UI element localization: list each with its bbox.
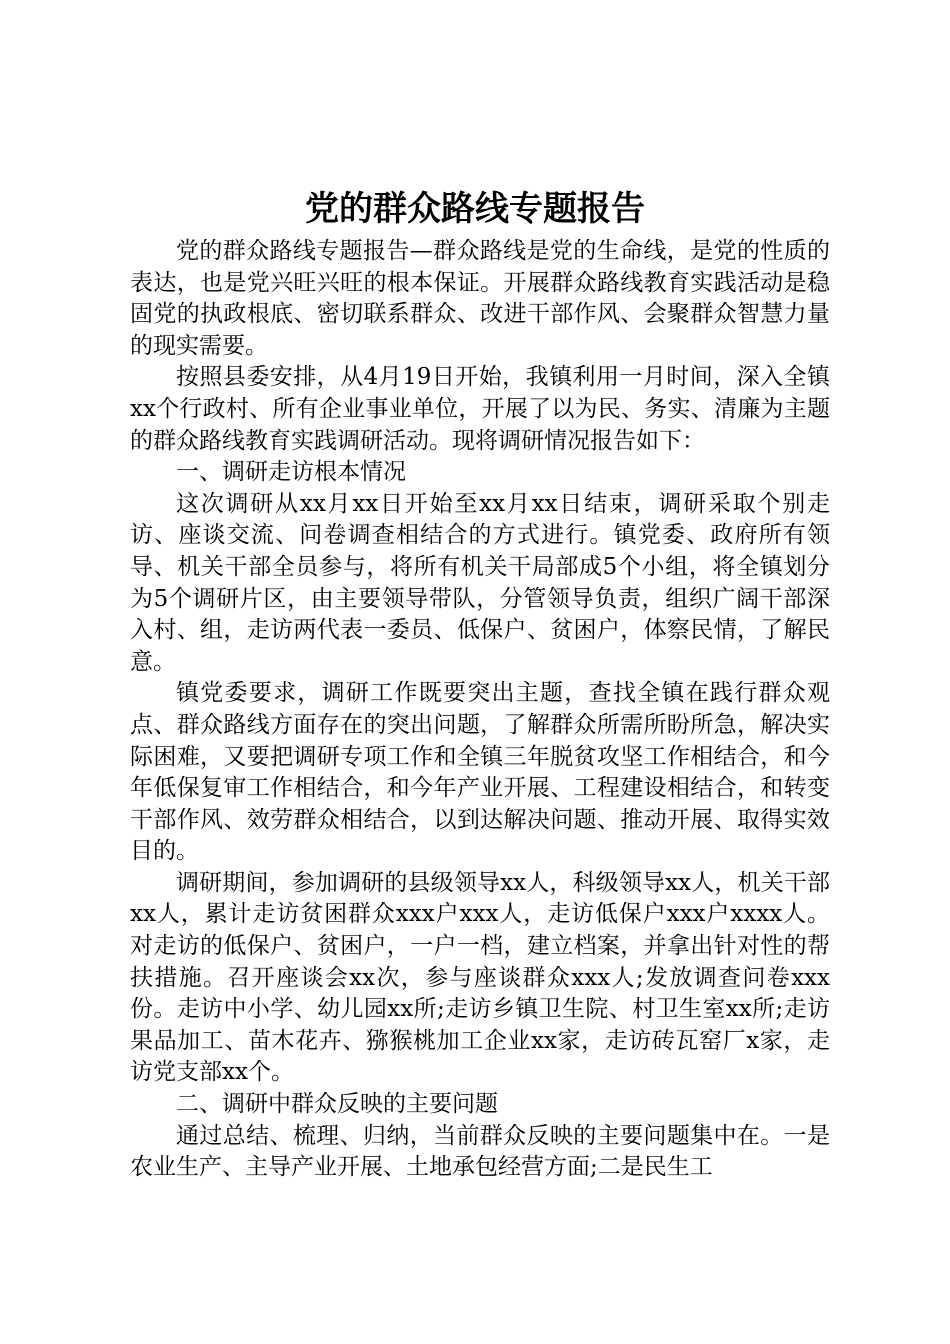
document-body [130,236,830,1184]
paragraph-requirements: 镇党委要求，调研工作既要突出主题，查找全镇在践行群众观点、群众路线方面存在的突出问题，了解群众所需所盼所急，解决实际困难，又要把调研专项工作和全镇三年脱贫攻坚工作相结合，和今年低保复审工作相结合，和今年产业开展、工程建设相结合，和转变干部作风、效劳群众相结合，以到达解决问题、推动开展、取得实效目的。 [130,680,830,865]
paragraph-problems: 通过总结、梳理、归纳，当前群众反映的主要问题集中在。一是农业生产、主导产业开展、土地承包经营方面;二是民生工 [130,1122,830,1181]
paragraph-arrangement: 按照县委安排，从4月19日开始，我镇利用一月时间，深入全镇xx个行政村、所有企业事业单位，开展了以为民、务实、清廉为主题的群众路线教育实践调研活动。现将调研情况报告如下： [130,364,830,454]
paragraph-survey-method: 这次调研从xx月xx日开始至xx月xx日结束，调研采取个别走访、座谈交流、问卷调查相结合的方式进行。镇党委、政府所有领导、机关干部全员参与，将所有机关干局部成5个小组，将全镇划分为5个调研片区，由主要领导带队，分管领导负责，组织广阔干部深入村、组，走访两代表一委员、低保户、贫困户，体察民情，了解民意。 [130,490,830,675]
section-heading-2: 二、调研中群众反映的主要问题 [176,1091,498,1118]
section-heading-1: 一、调研走访根本情况 [176,459,406,486]
paragraph-intro: 党的群众路线专题报告—群众路线是党的生命线，是党的性质的表达，也是党兴旺兴旺的根本保证。开展群众路线教育实践活动是稳固党的执政根底、密切联系群众、改进干部作风、会聚群众智慧力量的现实需要。 [130,238,830,359]
document-title: 党的群众路线专题报告 [305,189,645,229]
paragraph-statistics: 调研期间，参加调研的县级领导xx人，科级领导xx人，机关干部xx人，累计走访贫困群众xxx户xxx人，走访低保户xxx户xxxx人。对走访的低保户、贫困户，一户一档，建立档案，并拿出针对性的帮扶措施。召开座谈会xx次，参与座谈群众xxx人;发放调查问卷xxx份。走访中小学、幼儿园xx所;走访乡镇卫生院、村卫生室xx所;走访果品加工、苗木花卉、猕猴桃加工企业xx家，走访砖瓦窑厂x家，走访党支部xx个。 [130,869,830,1086]
